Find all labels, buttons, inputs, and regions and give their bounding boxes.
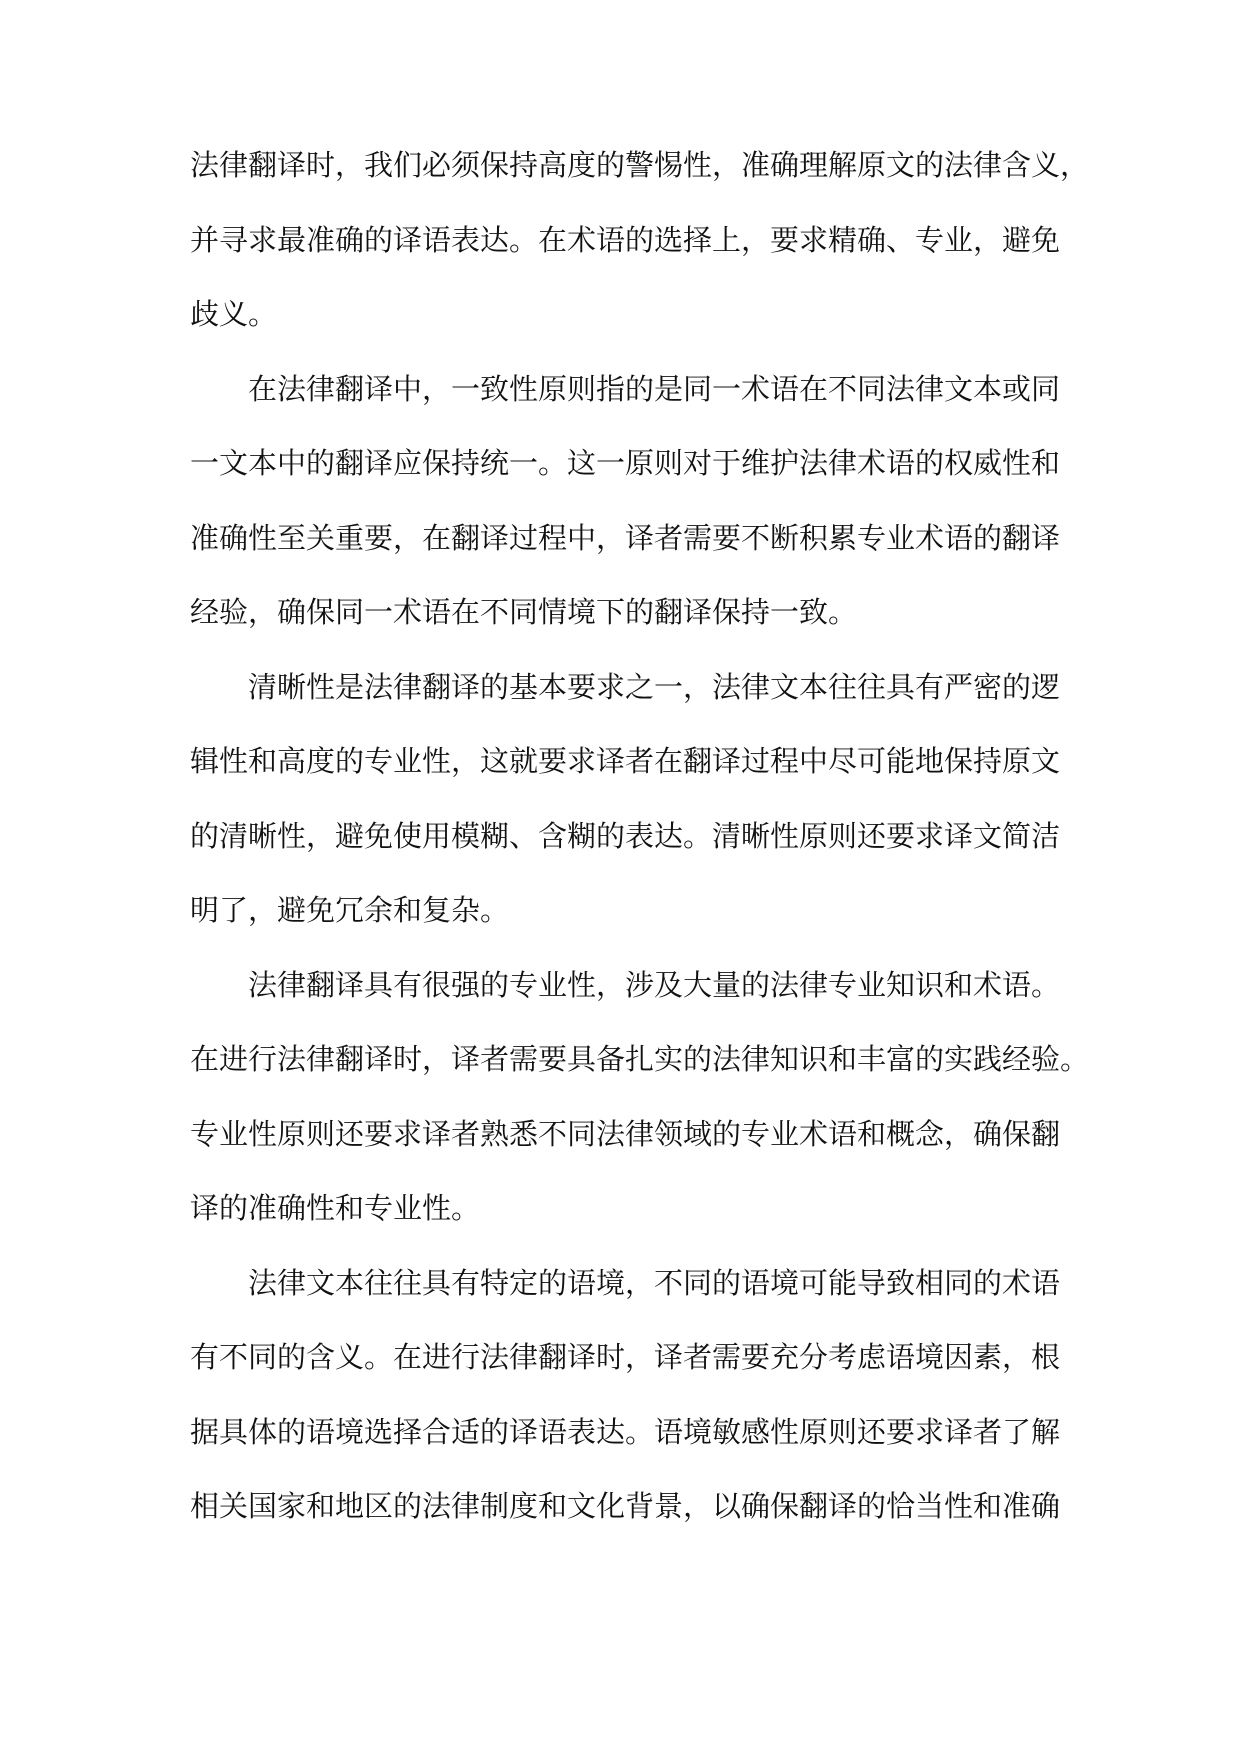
text-line: 有不同的含义。在进行法律翻译时，译者需要充分考虑语境因素，根 (190, 1340, 1061, 1374)
text-line: 据具体的语境选择合适的译语表达。语境敏感性原则还要求译者了解 (190, 1414, 1061, 1449)
text-line: 清晰性是法律翻译的基本要求之一，法律文本往往具有严密的逻 (248, 669, 1061, 704)
paragraph (190, 128, 1090, 352)
text-line: 相关国家和地区的法律制度和文化背景，以确保翻译的恰当性和准确 (190, 1489, 1061, 1523)
text-line: 辑性和高度的专业性，这就要求译者在翻译过程中尽可能地保持原文 (190, 744, 1061, 778)
text-line: 经验，确保同一术语在不同情境下的翻译保持一致。 (190, 595, 858, 629)
text-line: 并寻求最准确的译语表达。在术语的选择上，要求精确、专业，避免 (190, 222, 1061, 257)
text-line: 法律翻译具有很强的专业性，涉及大量的法律专业知识和术语。 (248, 967, 1061, 1002)
text-line: 法律翻译时，我们必须保持高度的警惕性，准确理解原文的法律含义， (190, 148, 1090, 182)
paragraph (190, 1246, 1061, 1544)
text-line: 在进行法律翻译时，译者需要具备扎实的法律知识和丰富的实践经验。 (190, 1042, 1090, 1076)
paragraph (190, 352, 1061, 650)
paragraph (190, 650, 1061, 948)
text-line: 歧义。 (190, 297, 278, 331)
text-line: 的清晰性，避免使用模糊、含糊的表达。清晰性原则还要求译文简洁 (190, 818, 1061, 853)
text-line: 专业性原则还要求译者熟悉不同法律领域的专业术语和概念，确保翻 (190, 1116, 1061, 1151)
text-line: 准确性至关重要，在翻译过程中，译者需要不断积累专业术语的翻译 (190, 520, 1061, 555)
text-line: 译的准确性和专业性。 (190, 1191, 481, 1225)
text-line: 法律文本往往具有特定的语境，不同的语境可能导致相同的术语 (248, 1265, 1061, 1300)
text-line: 在法律翻译中，一致性原则指的是同一术语在不同法律文本或同 (248, 371, 1061, 406)
document-body (190, 128, 1090, 1544)
text-line: 明了，避免冗余和复杂。 (190, 893, 510, 927)
text-line: 一文本中的翻译应保持统一。这一原则对于维护法律术语的权威性和 (190, 446, 1061, 480)
paragraph (190, 948, 1090, 1246)
